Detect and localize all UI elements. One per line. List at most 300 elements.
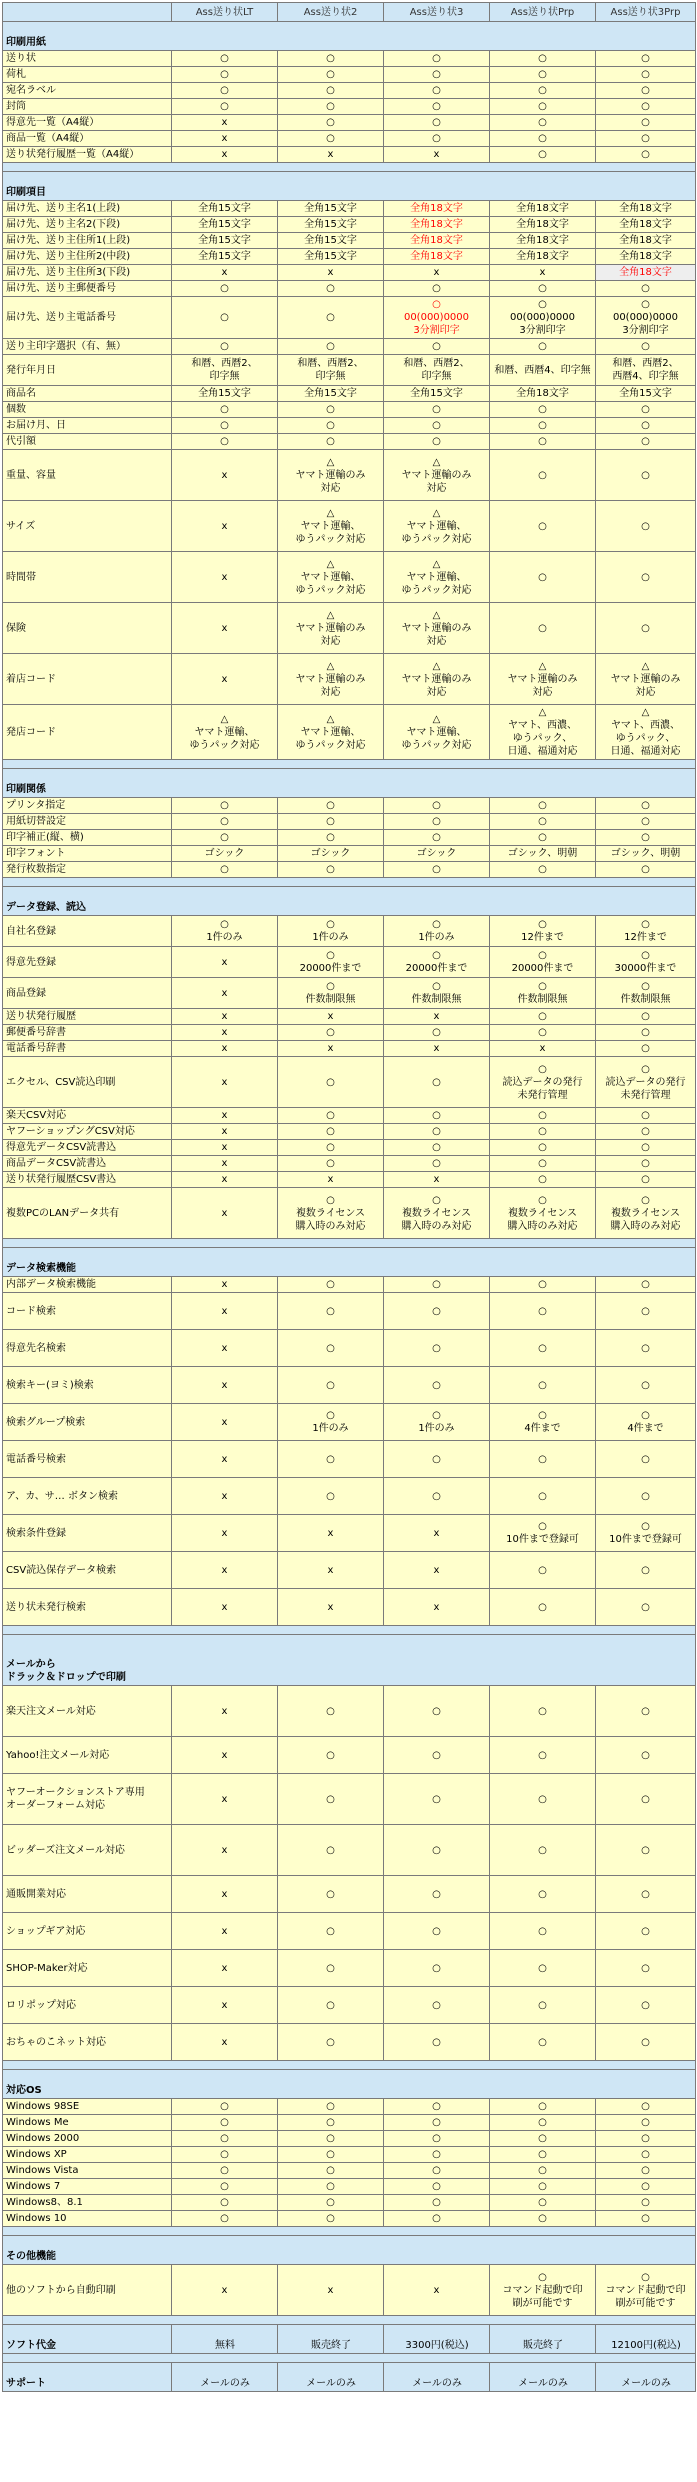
value-cell: 全角15文字 bbox=[172, 217, 278, 233]
value-cell: x bbox=[172, 1552, 278, 1589]
row-label: 届け先、送り主電話番号 bbox=[3, 297, 172, 339]
row-label: Windows 98SE bbox=[3, 2099, 172, 2115]
value-cell: ○ 1件のみ bbox=[172, 916, 278, 947]
value-cell: x bbox=[172, 1057, 278, 1108]
value-cell: ○ bbox=[278, 1774, 384, 1825]
value-cell: x bbox=[172, 131, 278, 147]
value-cell: ○ 読込データの発行 未発行管理 bbox=[596, 1057, 696, 1108]
value-cell: ○ bbox=[172, 798, 278, 814]
table-row bbox=[3, 705, 696, 760]
value-cell: ○ bbox=[172, 830, 278, 846]
value-cell: ○ bbox=[384, 2115, 490, 2131]
value-cell: ○ 12件まで bbox=[596, 916, 696, 947]
value-cell: ○ bbox=[384, 1057, 490, 1108]
value-cell: ○ bbox=[384, 1987, 490, 2024]
table-row bbox=[3, 1774, 696, 1825]
value-cell: ○ bbox=[384, 1367, 490, 1404]
value-cell: ○ bbox=[278, 1156, 384, 1172]
row-label: SHOP-Maker対応 bbox=[3, 1950, 172, 1987]
row-label: サイズ bbox=[3, 501, 172, 552]
table-row bbox=[3, 402, 696, 418]
value-cell: ○ bbox=[596, 1172, 696, 1188]
value-cell: ○ 10件まで登録可 bbox=[490, 1515, 596, 1552]
value-cell: ○ bbox=[384, 434, 490, 450]
section-title: サポート bbox=[3, 2363, 172, 2392]
table-row bbox=[3, 978, 696, 1009]
value-cell: ○ bbox=[384, 1950, 490, 1987]
spacer-cell bbox=[3, 1626, 696, 1635]
value-cell: ○ bbox=[596, 2195, 696, 2211]
value-cell: ○ 1件のみ bbox=[384, 1404, 490, 1441]
table-row bbox=[3, 1188, 696, 1239]
row-label: ア、カ、サ… ボタン検索 bbox=[3, 1478, 172, 1515]
value-cell: ○ bbox=[490, 603, 596, 654]
row-label: 届け先、送り主名1(上段) bbox=[3, 201, 172, 217]
value-cell: ○ bbox=[278, 1478, 384, 1515]
section-value-cell: メールのみ bbox=[384, 2363, 490, 2392]
row-label: 通販開業対応 bbox=[3, 1876, 172, 1913]
row-label: Windows 10 bbox=[3, 2211, 172, 2227]
value-cell: ○ bbox=[172, 99, 278, 115]
value-cell: ○ bbox=[596, 2024, 696, 2061]
row-label: 送り状発行履歴一覧（A4縦） bbox=[3, 147, 172, 163]
value-cell: 全角15文字 bbox=[278, 201, 384, 217]
value-cell: x bbox=[384, 1041, 490, 1057]
value-cell: x bbox=[172, 603, 278, 654]
table-row bbox=[3, 798, 696, 814]
row-label: エクセル、CSV読込印刷 bbox=[3, 1057, 172, 1108]
value-cell: ○ bbox=[490, 798, 596, 814]
value-cell: ○ bbox=[490, 1441, 596, 1478]
value-cell: ○ bbox=[278, 131, 384, 147]
section-value-cell: メールのみ bbox=[278, 2363, 384, 2392]
value-cell: x bbox=[172, 2024, 278, 2061]
table-row bbox=[3, 1156, 696, 1172]
value-cell: ○ bbox=[278, 1330, 384, 1367]
table-row bbox=[3, 217, 696, 233]
section-spacer bbox=[3, 163, 696, 172]
value-cell: ○ bbox=[384, 402, 490, 418]
value-cell: 和暦、西暦4、印字無 bbox=[490, 355, 596, 386]
row-label: 届け先、送り主住所1(上段) bbox=[3, 233, 172, 249]
value-cell: ○ bbox=[490, 1478, 596, 1515]
table-row bbox=[3, 99, 696, 115]
value-cell: ○ bbox=[596, 434, 696, 450]
value-cell: ○ bbox=[278, 2115, 384, 2131]
row-label: ヤフーオークションストア専用 オーダーフォーム対応 bbox=[3, 1774, 172, 1825]
row-label: 時間帯 bbox=[3, 552, 172, 603]
value-cell: ○ bbox=[596, 1009, 696, 1025]
value-cell: ○ bbox=[384, 2211, 490, 2227]
table-row bbox=[3, 51, 696, 67]
value-cell: ○ bbox=[596, 1774, 696, 1825]
value-cell: ○ bbox=[384, 83, 490, 99]
value-cell: ○ bbox=[384, 814, 490, 830]
value-cell: ○ bbox=[596, 1277, 696, 1293]
value-cell: △ ヤマト、西濃、 ゆうパック、 日通、福通対応 bbox=[490, 705, 596, 760]
value-cell: ○ bbox=[278, 1987, 384, 2024]
section-value-cell: 3300円(税込) bbox=[384, 2325, 490, 2354]
value-cell: x bbox=[172, 1009, 278, 1025]
row-label: Windows Me bbox=[3, 2115, 172, 2131]
table-row bbox=[3, 1987, 696, 2024]
value-cell: 全角15文字 bbox=[278, 386, 384, 402]
value-cell: x bbox=[278, 2265, 384, 2316]
value-cell: ○ bbox=[490, 1774, 596, 1825]
value-cell: △ ヤマト運輸、 ゆうパック対応 bbox=[384, 705, 490, 760]
section-header bbox=[3, 2363, 696, 2392]
value-cell: ○ bbox=[278, 281, 384, 297]
value-cell: ○ 30000件まで bbox=[596, 947, 696, 978]
value-cell: ○ bbox=[278, 83, 384, 99]
table-row bbox=[3, 1950, 696, 1987]
value-cell: ○ bbox=[596, 1950, 696, 1987]
value-cell: ○ bbox=[278, 2147, 384, 2163]
value-cell: x bbox=[384, 1172, 490, 1188]
table-row bbox=[3, 830, 696, 846]
value-cell: ○ bbox=[596, 552, 696, 603]
value-cell: 全角18文字 bbox=[490, 201, 596, 217]
value-cell: ○ bbox=[384, 1124, 490, 1140]
row-label: 送り状発行履歴 bbox=[3, 1009, 172, 1025]
value-cell: ○ bbox=[278, 1913, 384, 1950]
section-value-cell: メールのみ bbox=[490, 2363, 596, 2392]
value-cell: 全角15文字 bbox=[384, 386, 490, 402]
value-cell: ○ bbox=[490, 1108, 596, 1124]
value-cell: ○ bbox=[384, 51, 490, 67]
value-cell: 全角18文字 bbox=[490, 233, 596, 249]
value-cell: ○ bbox=[384, 2024, 490, 2061]
value-cell: ○ bbox=[172, 2099, 278, 2115]
value-cell: ○ bbox=[278, 798, 384, 814]
section-spacer bbox=[3, 2316, 696, 2325]
section-title: ソフト代金 bbox=[3, 2325, 172, 2354]
row-label: 電話番号辞書 bbox=[3, 1041, 172, 1057]
value-cell: x bbox=[172, 1825, 278, 1876]
table-row bbox=[3, 501, 696, 552]
row-label: 自社名登録 bbox=[3, 916, 172, 947]
value-cell: ○ bbox=[384, 1825, 490, 1876]
value-cell: ○ bbox=[384, 1156, 490, 1172]
row-label: Windows 7 bbox=[3, 2179, 172, 2195]
row-label: 他のソフトから自動印刷 bbox=[3, 2265, 172, 2316]
value-cell: ○ bbox=[172, 402, 278, 418]
section-header bbox=[3, 2325, 696, 2354]
value-cell: ○ bbox=[278, 67, 384, 83]
value-cell: △ ヤマト、西濃、 ゆうパック、 日通、福通対応 bbox=[596, 705, 696, 760]
value-cell: ○ bbox=[596, 1825, 696, 1876]
value-cell: ○ bbox=[596, 862, 696, 878]
value-cell: ○ bbox=[278, 1950, 384, 1987]
row-label: 複数PCのLANデータ共有 bbox=[3, 1188, 172, 1239]
value-cell: ○ bbox=[596, 798, 696, 814]
section-spacer bbox=[3, 1626, 696, 1635]
table-row bbox=[3, 83, 696, 99]
value-cell: ○ コマンド起動で印 刷が可能です bbox=[490, 2265, 596, 2316]
table-row bbox=[3, 2265, 696, 2316]
value-cell: ○ 10件まで登録可 bbox=[596, 1515, 696, 1552]
row-label: 検索キー(ヨミ)検索 bbox=[3, 1367, 172, 1404]
value-cell: ○ bbox=[596, 1478, 696, 1515]
value-cell: ○ bbox=[384, 2195, 490, 2211]
value-cell: ○ bbox=[596, 339, 696, 355]
value-cell: ○ bbox=[490, 2211, 596, 2227]
row-label: 届け先、送り主郵便番号 bbox=[3, 281, 172, 297]
value-cell: 全角18文字 bbox=[596, 265, 696, 281]
value-cell: 全角15文字 bbox=[172, 386, 278, 402]
value-cell: ○ bbox=[490, 2195, 596, 2211]
spacer-cell bbox=[3, 2354, 696, 2363]
row-label: コード検索 bbox=[3, 1293, 172, 1330]
value-cell: x bbox=[384, 2265, 490, 2316]
value-cell: ○ bbox=[596, 2179, 696, 2195]
row-label: 得意先データCSV読書込 bbox=[3, 1140, 172, 1156]
table-row bbox=[3, 450, 696, 501]
value-cell: x bbox=[172, 1140, 278, 1156]
value-cell: ○ bbox=[278, 1825, 384, 1876]
value-cell: 全角15文字 bbox=[278, 249, 384, 265]
value-cell: ○ bbox=[596, 1108, 696, 1124]
table-row bbox=[3, 386, 696, 402]
value-cell: ○ bbox=[490, 814, 596, 830]
value-cell: 全角15文字 bbox=[278, 217, 384, 233]
row-label: 得意先一覧（A4縦） bbox=[3, 115, 172, 131]
value-cell: ○ bbox=[490, 2131, 596, 2147]
value-cell: ○ bbox=[490, 418, 596, 434]
value-cell: ○ bbox=[278, 51, 384, 67]
table-row bbox=[3, 2115, 696, 2131]
value-cell: 全角18文字 bbox=[490, 249, 596, 265]
value-cell: ○ bbox=[278, 2131, 384, 2147]
value-cell: ○ bbox=[172, 2211, 278, 2227]
value-cell: △ ヤマト運輸、 ゆうパック対応 bbox=[384, 501, 490, 552]
value-cell: x bbox=[278, 265, 384, 281]
row-label: 検索グループ検索 bbox=[3, 1404, 172, 1441]
table-row bbox=[3, 115, 696, 131]
value-cell: ○ bbox=[596, 1293, 696, 1330]
value-cell: ○ bbox=[596, 402, 696, 418]
row-label: ビッダーズ注文メール対応 bbox=[3, 1825, 172, 1876]
value-cell: ○ bbox=[172, 281, 278, 297]
value-cell: ○ bbox=[490, 1589, 596, 1626]
value-cell: x bbox=[172, 2265, 278, 2316]
value-cell: ○ bbox=[172, 434, 278, 450]
value-cell: ○ bbox=[490, 1686, 596, 1737]
value-cell: ○ bbox=[490, 1825, 596, 1876]
value-cell: x bbox=[172, 1277, 278, 1293]
table-row bbox=[3, 355, 696, 386]
spacer-cell bbox=[3, 2061, 696, 2070]
value-cell: x bbox=[172, 978, 278, 1009]
value-cell: ○ bbox=[172, 297, 278, 339]
header-3prp: Ass送り状3Prp bbox=[596, 3, 696, 22]
row-label: おちゃのこネット対応 bbox=[3, 2024, 172, 2061]
value-cell: ○ bbox=[278, 1367, 384, 1404]
value-cell: ○ bbox=[596, 1987, 696, 2024]
value-cell: ○ bbox=[490, 51, 596, 67]
value-cell: x bbox=[172, 1478, 278, 1515]
section-value-cell: 無料 bbox=[172, 2325, 278, 2354]
value-cell: ○ bbox=[278, 1025, 384, 1041]
table-row bbox=[3, 862, 696, 878]
value-cell: ○ 1件のみ bbox=[278, 1404, 384, 1441]
value-cell: ○ bbox=[384, 1140, 490, 1156]
value-cell: x bbox=[278, 147, 384, 163]
table-row bbox=[3, 916, 696, 947]
value-cell: x bbox=[172, 1188, 278, 1239]
value-cell: ○ bbox=[278, 2163, 384, 2179]
row-label: 届け先、送り主住所3(下段) bbox=[3, 265, 172, 281]
value-cell: ○ bbox=[172, 2179, 278, 2195]
value-cell: x bbox=[172, 1404, 278, 1441]
section-header bbox=[3, 887, 696, 916]
row-label: 宛名ラベル bbox=[3, 83, 172, 99]
row-label: 郵便番号辞書 bbox=[3, 1025, 172, 1041]
value-cell: x bbox=[278, 1589, 384, 1626]
value-cell: ゴシック、明朝 bbox=[596, 846, 696, 862]
value-cell: x bbox=[172, 654, 278, 705]
header-3: Ass送り状3 bbox=[384, 3, 490, 22]
value-cell: x bbox=[384, 1515, 490, 1552]
value-cell: ○ bbox=[596, 814, 696, 830]
value-cell: x bbox=[172, 1108, 278, 1124]
value-cell: x bbox=[172, 115, 278, 131]
row-label: 印字補正(縦、横) bbox=[3, 830, 172, 846]
value-cell: ○ bbox=[490, 1552, 596, 1589]
value-cell: △ ヤマト運輸、 ゆうパック対応 bbox=[172, 705, 278, 760]
table-row bbox=[3, 1478, 696, 1515]
value-cell: ○ bbox=[490, 1367, 596, 1404]
value-cell: ○ bbox=[172, 67, 278, 83]
value-cell: 全角18文字 bbox=[490, 217, 596, 233]
value-cell: ○ 00(000)0000 3分割印字 bbox=[596, 297, 696, 339]
row-label: Windows 2000 bbox=[3, 2131, 172, 2147]
value-cell: 全角18文字 bbox=[596, 249, 696, 265]
section-title: その他機能 bbox=[3, 2236, 696, 2265]
table-row bbox=[3, 418, 696, 434]
value-cell: ○ bbox=[278, 434, 384, 450]
value-cell: ○ bbox=[384, 67, 490, 83]
section-value-cell: 12100円(税込) bbox=[596, 2325, 696, 2354]
value-cell: ○ bbox=[596, 1876, 696, 1913]
value-cell: 全角18文字 bbox=[596, 201, 696, 217]
value-cell: ○ bbox=[172, 2195, 278, 2211]
value-cell: x bbox=[172, 1913, 278, 1950]
value-cell: 全角18文字 bbox=[490, 386, 596, 402]
value-cell: x bbox=[172, 1367, 278, 1404]
value-cell: ○ bbox=[384, 2163, 490, 2179]
table-row bbox=[3, 1686, 696, 1737]
value-cell: ○ bbox=[490, 1172, 596, 1188]
value-cell: ○ bbox=[490, 339, 596, 355]
value-cell: ○ bbox=[596, 1686, 696, 1737]
value-cell: ○ bbox=[172, 814, 278, 830]
value-cell: x bbox=[278, 1515, 384, 1552]
section-header bbox=[3, 1248, 696, 1277]
table-row bbox=[3, 947, 696, 978]
value-cell: ○ bbox=[278, 1737, 384, 1774]
table-row bbox=[3, 1737, 696, 1774]
value-cell: ○ bbox=[384, 99, 490, 115]
value-cell: △ ヤマト運輸のみ 対応 bbox=[384, 603, 490, 654]
value-cell: ○ bbox=[596, 2099, 696, 2115]
value-cell: x bbox=[172, 1515, 278, 1552]
value-cell: ○ bbox=[490, 501, 596, 552]
row-label: 届け先、送り主住所2(中段) bbox=[3, 249, 172, 265]
row-label: 代引額 bbox=[3, 434, 172, 450]
value-cell: ○ bbox=[490, 99, 596, 115]
value-cell: ○ bbox=[490, 1987, 596, 2024]
value-cell: x bbox=[172, 1156, 278, 1172]
value-cell: 和暦、西暦2、 印字無 bbox=[384, 355, 490, 386]
value-cell: ○ bbox=[490, 1277, 596, 1293]
value-cell: x bbox=[172, 450, 278, 501]
value-cell: 全角18文字 bbox=[384, 217, 490, 233]
row-label: 発行年月日 bbox=[3, 355, 172, 386]
value-cell: △ ヤマト運輸、 ゆうパック対応 bbox=[384, 552, 490, 603]
value-cell: 全角18文字 bbox=[384, 249, 490, 265]
table-row bbox=[3, 1057, 696, 1108]
table-row bbox=[3, 1330, 696, 1367]
value-cell: 全角15文字 bbox=[596, 386, 696, 402]
value-cell: x bbox=[172, 1950, 278, 1987]
value-cell: △ ヤマト運輸、 ゆうパック対応 bbox=[278, 705, 384, 760]
value-cell: ○ bbox=[172, 2147, 278, 2163]
table-row bbox=[3, 1441, 696, 1478]
value-cell: ○ bbox=[596, 501, 696, 552]
value-cell: 全角18文字 bbox=[384, 201, 490, 217]
row-label: 検索条件登録 bbox=[3, 1515, 172, 1552]
value-cell: ○ bbox=[490, 2115, 596, 2131]
row-label: Windows8、8.1 bbox=[3, 2195, 172, 2211]
table-row bbox=[3, 1825, 696, 1876]
value-cell: x bbox=[172, 1124, 278, 1140]
row-label: 着店コード bbox=[3, 654, 172, 705]
value-cell: ○ 20000件まで bbox=[490, 947, 596, 978]
value-cell: ○ bbox=[596, 830, 696, 846]
value-cell: ○ bbox=[490, 830, 596, 846]
value-cell: ○ bbox=[596, 1737, 696, 1774]
table-row bbox=[3, 67, 696, 83]
spacer-cell bbox=[3, 760, 696, 769]
table-row bbox=[3, 1124, 696, 1140]
value-cell: ○ bbox=[596, 1025, 696, 1041]
value-cell: ○ bbox=[596, 115, 696, 131]
row-label: Windows Vista bbox=[3, 2163, 172, 2179]
row-label: 印字フォント bbox=[3, 846, 172, 862]
row-label: 届け先、送り主名2(下段) bbox=[3, 217, 172, 233]
table-row bbox=[3, 2179, 696, 2195]
table-row bbox=[3, 249, 696, 265]
value-cell: x bbox=[172, 552, 278, 603]
value-cell: x bbox=[172, 265, 278, 281]
value-cell: △ ヤマト運輸のみ 対応 bbox=[384, 654, 490, 705]
value-cell: ○ 件数制限無 bbox=[384, 978, 490, 1009]
table-row bbox=[3, 297, 696, 339]
value-cell: ○ bbox=[278, 1686, 384, 1737]
table-row bbox=[3, 1589, 696, 1626]
value-cell: ○ bbox=[278, 2211, 384, 2227]
value-cell: △ ヤマト運輸のみ 対応 bbox=[490, 654, 596, 705]
value-cell: x bbox=[172, 1441, 278, 1478]
value-cell: ○ bbox=[490, 2179, 596, 2195]
value-cell: ○ bbox=[384, 1025, 490, 1041]
row-label: 封筒 bbox=[3, 99, 172, 115]
value-cell: ○ bbox=[596, 2147, 696, 2163]
spacer-cell bbox=[3, 1239, 696, 1248]
section-spacer bbox=[3, 878, 696, 887]
value-cell: x bbox=[384, 265, 490, 281]
